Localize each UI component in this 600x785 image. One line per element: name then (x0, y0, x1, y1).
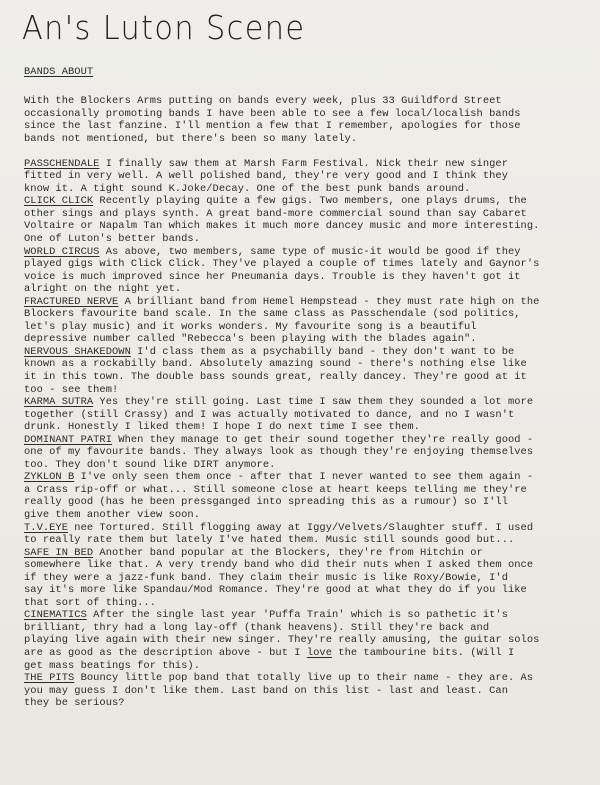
review-text: somewhere like that. A very trendy band who did their nuts when I asked them once (24, 559, 534, 572)
band-name: CLICK CLICK (24, 195, 94, 208)
intro-line: With the Blockers Arms putting on bands every week, plus 33 Guildford Street (24, 95, 502, 107)
review-cinematics (24, 609, 586, 672)
review-karma-sutra (24, 396, 586, 434)
review-the-pits (24, 672, 586, 710)
review-text: I've only seen them once - after that I never wanted to see them again - (74, 471, 534, 484)
review-text: alright on the night yet. (24, 283, 182, 296)
section-heading: BANDS ABOUT (24, 66, 94, 78)
review-text: one of my favourite bands. They always look as though they're enjoying themselves (24, 446, 534, 459)
review-text: voice is much improved since her Pneumania days. Trouble is they haven't got it (24, 270, 521, 283)
review-text: other sings and plays synth. A great band-more commercial sound than say Cabaret (24, 207, 527, 220)
review-text: depressive number called "Rebecca's been playing with the blades again". (24, 333, 477, 346)
review-text: Voltaire or Napalm Tan which makes it much more dancey music and more interesting. (24, 220, 540, 233)
review-text: too. They don't sound like DIRT anymore. (24, 458, 276, 471)
review-text: Blockers favourite band scale. In the same class as Passchendale (sod politics, (24, 308, 521, 321)
review-passchendale (24, 158, 586, 196)
review-text: are as good as the description above - but I (24, 647, 307, 660)
band-name: DOMINANT PATRI (24, 433, 112, 446)
band-name: T.V.EYE (24, 521, 68, 534)
review-text: too - see them! (24, 383, 119, 396)
review-text: you may guess I don't like them. Last band on this list - last and least. Can (24, 684, 508, 697)
band-name: ZYKLON B (24, 471, 75, 484)
review-text: that sort of thing... (24, 596, 156, 609)
review-text: known as a rockabilly band. Absolutely amazing sound - there's nothing else like (24, 358, 527, 371)
review-text: nee Tortured. Still flogging away at Iggy/Velvets/Slaughter stuff. I used (68, 521, 534, 534)
review-text: really good (has he been pressganged into spreading this as a rumour) so I'll (24, 496, 508, 509)
review-text: I finally saw them at Marsh Farm Festival. Nick their new singer (99, 157, 508, 170)
intro-paragraph (24, 95, 586, 145)
review-text: they be serious? (24, 697, 125, 710)
band-name: CINEMATICS (24, 609, 87, 622)
intro-line: since the last fanzine. I'll mention a few that I remember, apologies for those (24, 120, 521, 133)
band-name: SAFE IN BED (24, 546, 94, 559)
intro-line: bands not mentioned, but there's been so many lately. (24, 132, 358, 145)
review-dominant-patri (24, 434, 586, 472)
review-text: a Crass rip-off or what... Still someone close at heart keeps telling me they're (24, 483, 527, 496)
review-text: One of Luton's better bands. (24, 232, 200, 245)
review-click-click (24, 195, 586, 245)
review-text: give them another view soon. (24, 509, 200, 521)
review-text: Bouncy little pop band that totally live up to their name - they are. As (74, 672, 534, 685)
review-text: Yes they're still going. Last time I saw them they sounded a lot more (93, 396, 534, 409)
review-text: Recently playing quite a few gigs. Two members, one plays drums, the (93, 195, 527, 208)
article-body (24, 95, 586, 710)
review-text: I'd class them as a psychabilly band - they don't want to be (130, 345, 515, 358)
review-safe-in-bed (24, 547, 586, 610)
band-name: KARMA SUTRA (24, 396, 94, 409)
review-tv-eye (24, 522, 586, 547)
review-text: As above, two members, same type of music-it would be good if they (99, 245, 521, 258)
band-name: WORLD CIRCUS (24, 245, 100, 258)
review-text: Another band popular at the Blockers, they're from Hitchin or (93, 546, 483, 559)
review-text: drunk. Honestly I liked them! I hope I do next time I see them. (24, 421, 420, 434)
band-name: FRACTURED NERVE (24, 295, 119, 308)
review-nervous-shakedown (24, 346, 586, 396)
review-text: A brilliant band from Hemel Hempstead - they must rate high on the (118, 295, 540, 308)
review-text: together (still Crassy) and I was actually motivated to dance, and no I wasn't (24, 408, 515, 421)
review-text: if they were a jazz-funk band. They claim their music is like Roxy/Bowie, I'd (24, 571, 508, 584)
band-name: PASSCHENDALE (24, 157, 100, 170)
review-text: know it. A tight sound K.Joke/Decay. One of the best punk bands around. (24, 182, 471, 195)
intro-line: occasionally promoting bands I have been able to see a few local/localish bands (24, 107, 521, 120)
band-name: NERVOUS SHAKEDOWN (24, 345, 131, 358)
review-text: fitted in very well. A well polished band, they're very good and I think they (24, 170, 508, 183)
review-text: When they manage to get their sound together they're really good - (112, 433, 534, 446)
review-text: to really rate them but lately I've hated them. Music still sounds good but... (24, 534, 515, 547)
review-text: get mass beatings for this). (24, 659, 200, 672)
band-name: THE PITS (24, 672, 75, 685)
emphasized-word: love (306, 647, 332, 660)
review-text: playing live again with their new singer. They're really amusing, the guitar solos (24, 634, 540, 647)
review-text: the tambourine bits. (Will I (332, 647, 515, 660)
review-world-circus (24, 246, 586, 296)
review-zyklon-b (24, 471, 586, 521)
page-title: An's Luton Scene (22, 8, 306, 47)
review-text: say it's more like Spandau/Mod Romance. They're good at what they do if you like (24, 584, 527, 597)
review-text: After the single last year 'Puffa Train' which is so pathetic it's (86, 609, 508, 622)
review-text: played gigs with Click Click. They've played a couple of times lately and Gaynor's (24, 258, 540, 271)
review-text: let's play music) and it works wonders. My favourite song is a beautiful (24, 320, 477, 333)
review-text: it in this town. The double bass sounds great, really dancey. They're good at it (24, 370, 527, 383)
review-fractured-nerve (24, 296, 586, 346)
review-text: brilliant, thry had a long lay-off (thank heavens). Still they're back and (24, 621, 490, 634)
